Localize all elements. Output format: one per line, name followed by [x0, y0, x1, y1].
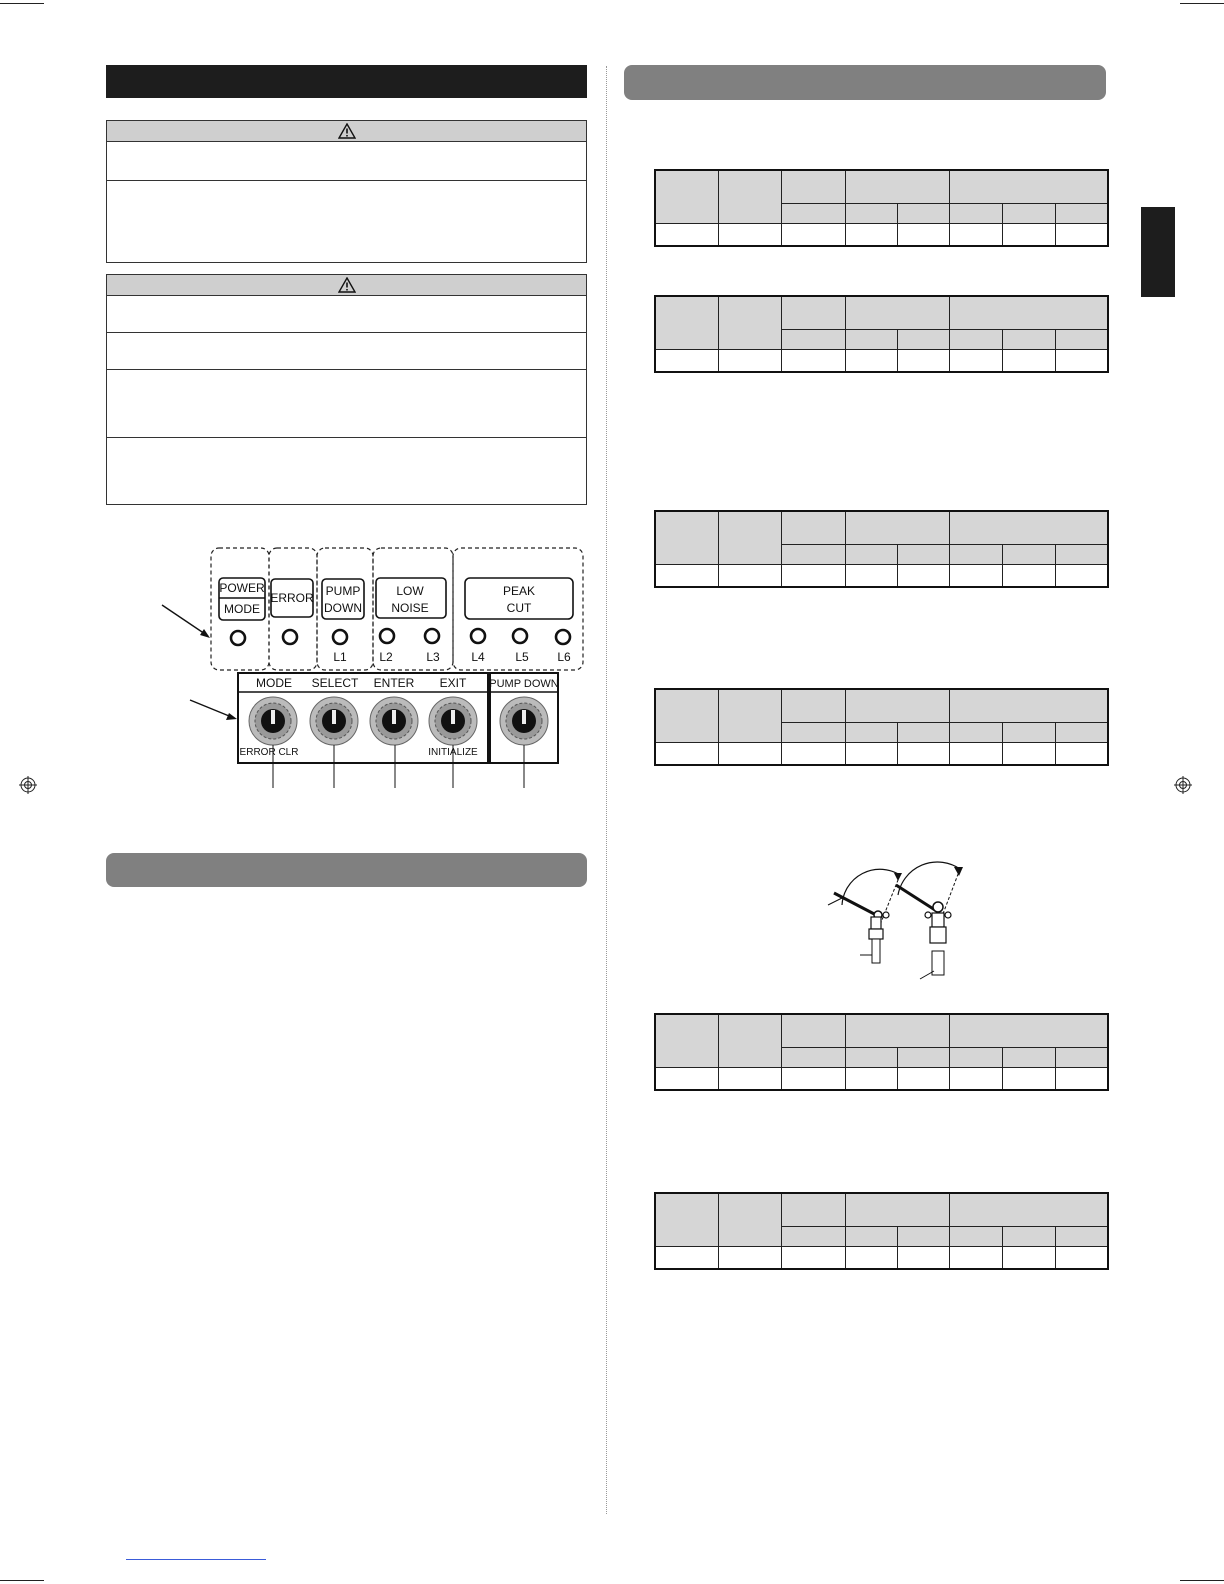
warning-row — [107, 181, 586, 263]
power-led — [231, 631, 245, 645]
peak-cut-label-1: PEAK — [502, 584, 536, 598]
spec-table — [654, 169, 1109, 247]
footer-link-line — [126, 1559, 266, 1560]
mode-label: MODE — [224, 602, 260, 616]
control-panel-diagram — [140, 540, 590, 790]
peak-cut-label-2: CUT — [506, 601, 532, 615]
led-l6 — [556, 630, 570, 644]
low-noise-label-1: LOW — [396, 584, 424, 598]
warning-header — [107, 121, 586, 142]
registration-mark-icon — [19, 776, 37, 794]
pump-down-label-2: DOWN — [324, 601, 362, 615]
section-header-bar — [106, 65, 587, 98]
enter-button[interactable] — [370, 697, 418, 745]
spec-table — [654, 510, 1109, 588]
led-l5 — [513, 629, 527, 643]
spec-table — [654, 688, 1109, 766]
spec-table — [654, 1192, 1109, 1270]
caution-row — [107, 333, 586, 370]
led-label-l6: L6 — [557, 650, 571, 664]
caution-row — [107, 370, 586, 438]
crop-mark — [0, 1580, 44, 1581]
error-led — [283, 630, 297, 644]
mode-button-label: MODE — [256, 676, 292, 690]
valve-illustration — [820, 855, 970, 985]
mode-button[interactable] — [249, 697, 297, 745]
caution-row — [107, 296, 586, 333]
power-label: POWER — [219, 581, 265, 595]
enter-button-label: ENTER — [373, 676, 415, 690]
warning-row — [107, 142, 586, 181]
initialize-label: INITIALIZE — [428, 747, 478, 758]
pump-down-button-label: PUMP DOWN — [489, 678, 559, 690]
warning-box — [106, 120, 587, 263]
language-tab — [1141, 207, 1175, 297]
pump-down-label-1: PUMP — [325, 584, 361, 598]
pump-down-button[interactable] — [500, 697, 548, 745]
error-clr-label: ERROR CLR — [239, 747, 299, 758]
section-header-bar — [106, 853, 587, 887]
led-label-l2: L2 — [379, 650, 393, 664]
registration-mark-icon — [1174, 776, 1192, 794]
caution-header — [107, 275, 586, 296]
crop-mark — [0, 3, 44, 4]
warning-triangle-icon — [338, 123, 356, 139]
warning-triangle-icon — [338, 277, 356, 293]
led-l2 — [380, 629, 394, 643]
led-label-l5: L5 — [515, 650, 529, 664]
caution-row — [107, 438, 586, 505]
section-header-bar — [624, 65, 1106, 100]
low-noise-label-2: NOISE — [391, 601, 429, 615]
select-button[interactable] — [310, 697, 358, 745]
led-l4 — [471, 629, 485, 643]
spec-table — [654, 1013, 1109, 1091]
led-l3 — [425, 629, 439, 643]
select-button-label: SELECT — [311, 676, 359, 690]
exit-button-label: EXIT — [439, 676, 467, 690]
crop-mark — [1180, 1580, 1224, 1581]
crop-mark — [1180, 3, 1224, 4]
led-label-l3: L3 — [426, 650, 440, 664]
error-label: ERROR — [270, 591, 314, 605]
caution-box — [106, 274, 587, 505]
led-label-l1: L1 — [333, 650, 347, 664]
exit-button[interactable] — [429, 697, 477, 745]
led-label-l4: L4 — [471, 650, 485, 664]
spec-table — [654, 295, 1109, 373]
led-l1 — [333, 630, 347, 644]
column-divider — [606, 66, 607, 1514]
